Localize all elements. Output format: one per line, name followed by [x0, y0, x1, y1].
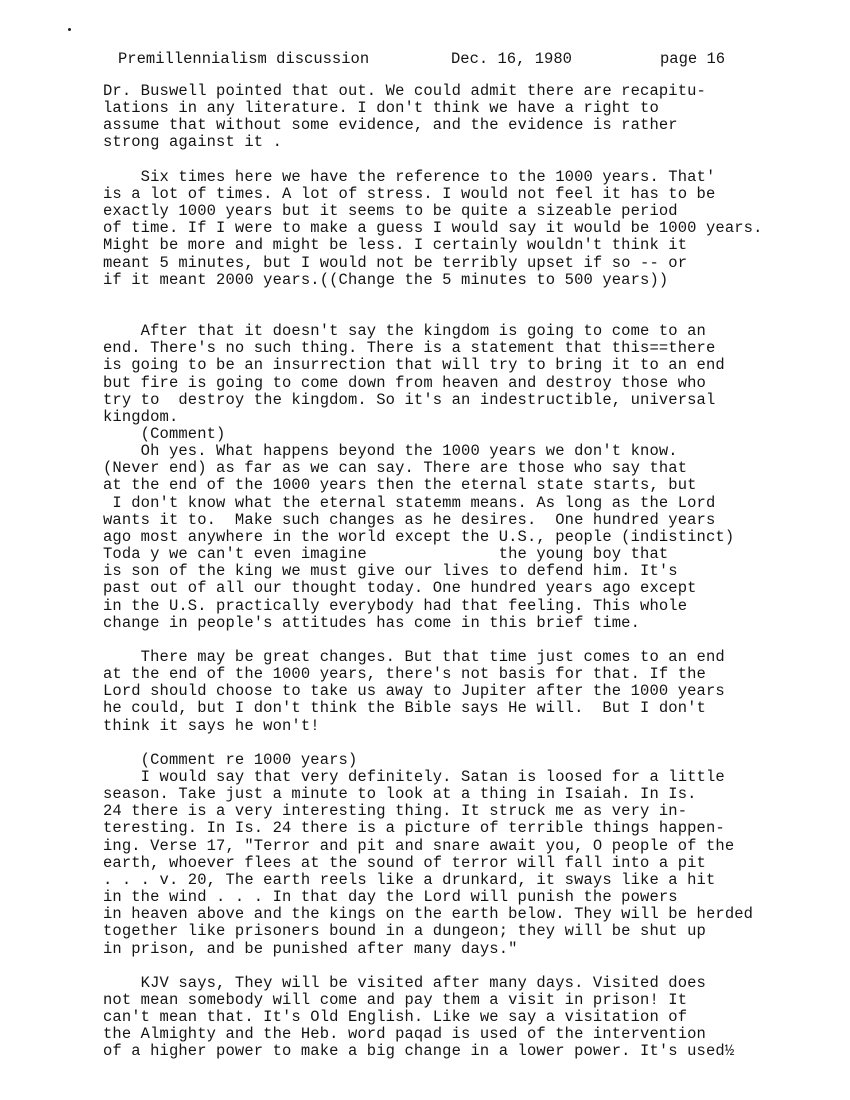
text-line: ing. Verse 17, "Terror and pit and snare await you, O people of the [103, 836, 735, 855]
text-line: . . . v. 20, The earth reels like a drunkard, it sways like a hit [103, 870, 716, 889]
text-line: of a higher power to make a big change in a lower power. It's used½ [103, 1042, 735, 1061]
text-line: assume that without some evidence, and the evidence is rather [103, 116, 678, 135]
text-line: in the U.S. practically everybody had that feeling. This whole [103, 596, 688, 615]
text-line: I don't know what the eternal statemm means. As long as the Lord [103, 493, 716, 512]
text-line: lations in any literature. I don't think we have a right to [103, 99, 659, 118]
text-line: (Never end) as far as we can say. There are those who say that [103, 459, 688, 478]
header-page-number: page 16 [660, 50, 726, 68]
text-line: past out of all our thought today. One hundred years ago except [103, 579, 697, 598]
text-line: teresting. In Is. 24 there is a picture of terrible things happen- [103, 819, 725, 838]
text-line: earth, whoever flees at the sound of terror will fall into a pit [103, 853, 706, 872]
header-title: Premillennialism discussion [118, 50, 370, 68]
text-line: Toda y we can't even imagine the young boy that [103, 545, 669, 563]
text-line: kingdom. [103, 407, 179, 426]
text-line: think it says he won't! [103, 716, 320, 735]
text-line: at the end of the 1000 years then the eternal state starts, but [103, 476, 697, 495]
text-line: of time. If I were to make a guess I would say it would be 1000 years. [103, 219, 763, 238]
text-line: (Comment re 1000 years) [103, 750, 358, 769]
text-line: 24 there is a very interesting thing. It struck me as very in- [103, 802, 688, 821]
text-line: in the wind . . . In that day the Lord will punish the powers [103, 888, 678, 906]
text-line: There may be great changes. But that time just comes to an end [103, 647, 725, 666]
text-line: season. Take just a minute to look at a thing in Isaiah. In Is. [103, 785, 697, 804]
text-line: Lord should choose to take us away to Jupiter after the 1000 years [103, 682, 725, 701]
text-line: together like prisoners bound in a dungeon; they will be shut up [103, 922, 706, 941]
text-line: After that it doesn't say the kingdom is going to come to an [103, 322, 706, 341]
text-line: meant 5 minutes, but I would not be terribly upset if so -- or [103, 253, 688, 272]
text-line: he could, but I don't think the Bible says He will. But I don't [103, 699, 706, 718]
text-line: change in people's attitudes has come in this brief time. [103, 613, 641, 632]
text-line: (Comment) [103, 425, 226, 443]
header-date: Dec. 16, 1980 [451, 50, 572, 68]
text-line: in heaven above and the kings on the earth below. They will be herded [103, 905, 754, 924]
text-line: Might be more and might be less. I certainly wouldn't think it [103, 236, 688, 255]
text-line: the Almighty and the Heb. word paqad is used of the intervention [103, 1025, 706, 1044]
text-line: wants it to. Make such changes as he desires. One hundred years [103, 510, 716, 529]
text-line: Oh yes. What happens beyond the 1000 years we don't know. [103, 442, 678, 461]
text-line: if it meant 2000 years.((Change the 5 minutes to 500 years)) [103, 270, 669, 289]
text-line: is going to be an insurrection that will try to bring it to an end [103, 356, 725, 375]
text-line: I would say that very definitely. Satan is loosed for a little [103, 768, 725, 786]
text-line: is son of the king we must give our lives to defend him. It's [103, 562, 678, 581]
text-line: but fire is going to come down from heaven and destroy those who [103, 373, 706, 392]
text-line: can't mean that. It's Old English. Like we say a visitation of [103, 1008, 688, 1027]
text-line: strong against it . [103, 133, 283, 152]
text-line: is a lot of times. A lot of stress. I would not feel it has to be [103, 184, 716, 203]
text-line: not mean somebody will come and pay them a visit in prison! It [103, 990, 688, 1009]
text-line: Dr. Buswell pointed that out. We could admit there are recapitu- [103, 82, 706, 100]
text-line: KJV says, They will be visited after many days. Visited does [103, 973, 706, 992]
text-line: try to destroy the kingdom. So it's an indestructible, universal [103, 390, 716, 409]
text-line: ago most anywhere in the world except the U.S., people (indistinct) [103, 527, 735, 546]
scan-speck [68, 28, 71, 31]
text-line: at the end of the 1000 years, there's not basis for that. If the [103, 665, 706, 684]
text-line: Six times here we have the reference to the 1000 years. That' [103, 167, 716, 186]
text-line: end. There's no such thing. There is a statement that this==there [103, 339, 716, 358]
text-line: exactly 1000 years but it seems to be quite a sizeable period [103, 202, 678, 220]
text-line: in prison, and be punished after many days." [103, 939, 518, 958]
